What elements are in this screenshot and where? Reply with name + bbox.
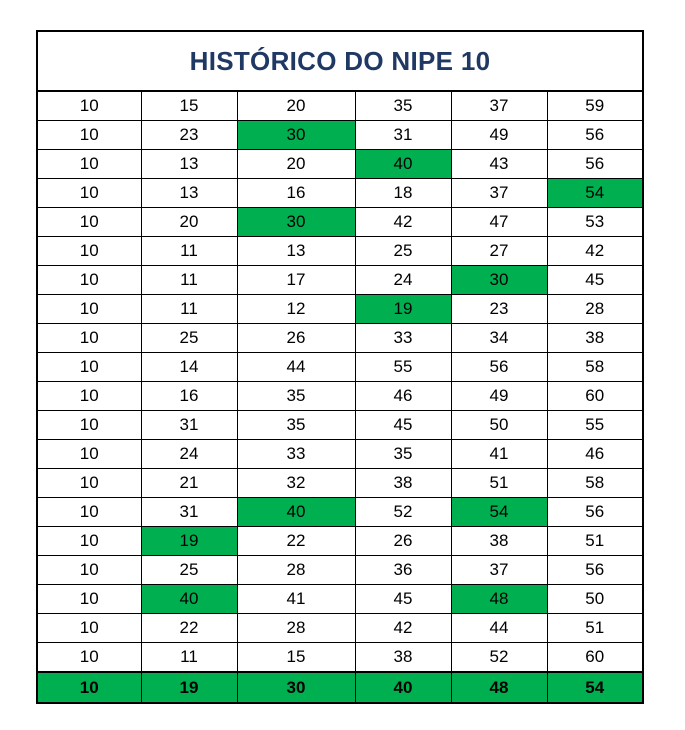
table-cell: 28 — [237, 556, 355, 585]
table-cell: 15 — [141, 91, 237, 121]
table-cell: 22 — [141, 614, 237, 643]
table-cell: 56 — [547, 498, 643, 527]
table-cell: 17 — [237, 266, 355, 295]
table-row — [37, 121, 643, 150]
table-row — [37, 556, 643, 585]
highlighted-cell: 54 — [547, 179, 643, 208]
table-cell: 36 — [355, 556, 451, 585]
table-cell: 10 — [37, 382, 141, 411]
highlighted-cell: 19 — [355, 295, 451, 324]
table-cell: 44 — [451, 614, 547, 643]
table-cell: 45 — [547, 266, 643, 295]
table-cell: 10 — [37, 585, 141, 614]
table-cell: 50 — [451, 411, 547, 440]
table-cell: 27 — [451, 237, 547, 266]
table-cell: 41 — [451, 440, 547, 469]
table-cell: 15 — [237, 643, 355, 673]
table-row — [37, 527, 643, 556]
table-cell: 13 — [141, 150, 237, 179]
table-row — [37, 295, 643, 324]
table-cell: 13 — [237, 237, 355, 266]
table-row — [37, 179, 643, 208]
table-cell: 23 — [451, 295, 547, 324]
table-cell: 33 — [237, 440, 355, 469]
table-cell: 44 — [237, 353, 355, 382]
table-cell: 28 — [547, 295, 643, 324]
table-cell: 10 — [37, 527, 141, 556]
table-row — [37, 585, 643, 614]
table-cell: 42 — [355, 208, 451, 237]
table-cell: 45 — [355, 585, 451, 614]
highlighted-cell: 19 — [141, 527, 237, 556]
table-body — [37, 91, 643, 672]
table-cell: 49 — [451, 382, 547, 411]
table-cell: 60 — [547, 643, 643, 673]
table-cell: 11 — [141, 643, 237, 673]
table-cell: 16 — [141, 382, 237, 411]
table-cell: 37 — [451, 91, 547, 121]
table-cell: 20 — [141, 208, 237, 237]
highlighted-cell: 54 — [451, 498, 547, 527]
total-cell: 10 — [37, 672, 141, 703]
table-row — [37, 237, 643, 266]
table-cell: 23 — [141, 121, 237, 150]
table-cell: 25 — [355, 237, 451, 266]
table-cell: 32 — [237, 469, 355, 498]
table-cell: 41 — [237, 585, 355, 614]
table-cell: 49 — [451, 121, 547, 150]
table-cell: 20 — [237, 91, 355, 121]
table-cell: 18 — [355, 179, 451, 208]
table-cell: 35 — [237, 382, 355, 411]
table-cell: 55 — [355, 353, 451, 382]
table-cell: 56 — [547, 150, 643, 179]
table-cell: 14 — [141, 353, 237, 382]
table-cell: 38 — [547, 324, 643, 353]
table-cell: 31 — [141, 498, 237, 527]
table-cell: 13 — [141, 179, 237, 208]
table-cell: 42 — [547, 237, 643, 266]
table-row — [37, 150, 643, 179]
table-cell: 10 — [37, 150, 141, 179]
total-cell: 19 — [141, 672, 237, 703]
total-cell: 54 — [547, 672, 643, 703]
table-cell: 24 — [141, 440, 237, 469]
table-row — [37, 91, 643, 121]
table-row — [37, 614, 643, 643]
table-cell: 58 — [547, 469, 643, 498]
table-cell: 60 — [547, 382, 643, 411]
table-cell: 10 — [37, 498, 141, 527]
table-row — [37, 469, 643, 498]
table-row — [37, 266, 643, 295]
table-cell: 35 — [237, 411, 355, 440]
table-row — [37, 208, 643, 237]
table-cell: 37 — [451, 556, 547, 585]
title-row — [37, 31, 643, 91]
table-row — [37, 353, 643, 382]
table-cell: 26 — [355, 527, 451, 556]
table-cell: 52 — [355, 498, 451, 527]
table-cell: 56 — [547, 121, 643, 150]
table-cell: 46 — [547, 440, 643, 469]
table-cell: 10 — [37, 179, 141, 208]
highlighted-cell: 40 — [237, 498, 355, 527]
table-row — [37, 411, 643, 440]
highlighted-cell: 30 — [237, 121, 355, 150]
table-cell: 35 — [355, 91, 451, 121]
nipe-history-table — [36, 30, 644, 704]
table-cell: 53 — [547, 208, 643, 237]
table-cell: 38 — [451, 527, 547, 556]
table-cell: 51 — [547, 527, 643, 556]
table-cell: 31 — [355, 121, 451, 150]
table-cell: 10 — [37, 614, 141, 643]
table-cell: 10 — [37, 208, 141, 237]
highlighted-cell: 40 — [141, 585, 237, 614]
table-cell: 50 — [547, 585, 643, 614]
table-cell: 10 — [37, 91, 141, 121]
table-cell: 10 — [37, 121, 141, 150]
table-cell: 10 — [37, 237, 141, 266]
table-cell: 11 — [141, 295, 237, 324]
table-cell: 58 — [547, 353, 643, 382]
table-cell: 31 — [141, 411, 237, 440]
highlighted-cell: 48 — [451, 585, 547, 614]
table-cell: 12 — [237, 295, 355, 324]
table-cell: 10 — [37, 411, 141, 440]
table-cell: 16 — [237, 179, 355, 208]
total-cell: 40 — [355, 672, 451, 703]
table-cell: 51 — [451, 469, 547, 498]
table-cell: 10 — [37, 324, 141, 353]
table-cell: 42 — [355, 614, 451, 643]
table-cell: 56 — [547, 556, 643, 585]
table-cell: 10 — [37, 295, 141, 324]
table-cell: 51 — [547, 614, 643, 643]
table-cell: 34 — [451, 324, 547, 353]
table-cell: 20 — [237, 150, 355, 179]
table-cell: 38 — [355, 469, 451, 498]
total-cell: 48 — [451, 672, 547, 703]
highlighted-cell: 30 — [451, 266, 547, 295]
table-cell: 11 — [141, 266, 237, 295]
table-cell: 59 — [547, 91, 643, 121]
table-cell: 35 — [355, 440, 451, 469]
table-cell: 43 — [451, 150, 547, 179]
table-cell: 33 — [355, 324, 451, 353]
table-cell: 24 — [355, 266, 451, 295]
table-cell: 21 — [141, 469, 237, 498]
table-cell: 25 — [141, 324, 237, 353]
table-cell: 10 — [37, 469, 141, 498]
table-title: HISTÓRICO DO NIPE 10 — [37, 31, 643, 91]
table-cell: 45 — [355, 411, 451, 440]
table-row — [37, 498, 643, 527]
table-cell: 28 — [237, 614, 355, 643]
table-cell: 10 — [37, 643, 141, 673]
table-cell: 56 — [451, 353, 547, 382]
table-cell: 11 — [141, 237, 237, 266]
highlighted-cell: 40 — [355, 150, 451, 179]
table-cell: 10 — [37, 266, 141, 295]
table-cell: 47 — [451, 208, 547, 237]
table-cell: 22 — [237, 527, 355, 556]
table-cell: 46 — [355, 382, 451, 411]
table-row — [37, 643, 643, 673]
table-row — [37, 324, 643, 353]
table-cell: 52 — [451, 643, 547, 673]
table-row — [37, 440, 643, 469]
table-cell: 26 — [237, 324, 355, 353]
highlighted-cell: 30 — [237, 208, 355, 237]
table-cell: 10 — [37, 440, 141, 469]
table-cell: 10 — [37, 556, 141, 585]
total-cell: 30 — [237, 672, 355, 703]
table-row — [37, 382, 643, 411]
table-cell: 55 — [547, 411, 643, 440]
table-cell: 25 — [141, 556, 237, 585]
table-cell: 10 — [37, 353, 141, 382]
table-cell: 37 — [451, 179, 547, 208]
total-row — [37, 672, 643, 703]
table-cell: 38 — [355, 643, 451, 673]
